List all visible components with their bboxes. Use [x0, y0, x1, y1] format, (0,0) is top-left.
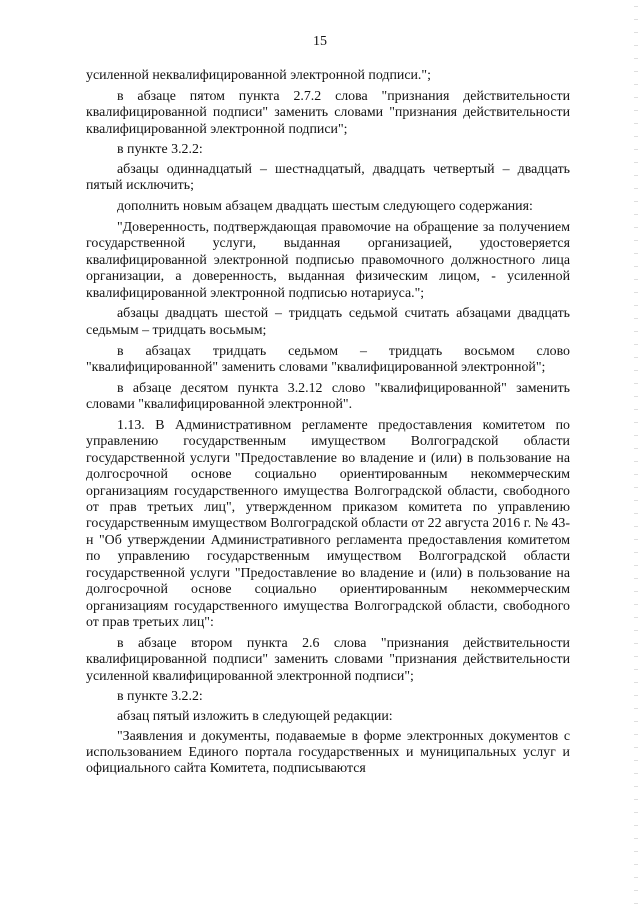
paragraph-10: 1.13. В Административном регламенте предоставления комитетом по управлению государственным имуществом Волгоградской области государственной услуги "Предоставление во владение и (или) в пользование на долгосрочной основе социально ориентированным некоммерческим организациям государственного имущества Волгоградской области, свободного от прав третьих лиц", утвержденном приказом комитета по управлению государственным имуществом Волгоградской области от 22 августа 2016 г. № 43-н "Об утверждении Административного регламента предоставления комитетом по управлению государственным имуществом Волгоградской области государственной услуги "Предоставление во владение и (или) в пользование на долгосрочной основе социально ориентированным некоммерческим организациям государственного имущества Волгоградской области, свободного от прав третьих лиц": — [86, 418, 570, 630]
paragraph-4: абзацы одиннадцатый – шестнадцатый, двадцать четвертый – двадцать пятый исключить; — [86, 162, 570, 194]
paragraph-5: дополнить новым абзацем двадцать шестым следующего содержания: — [117, 199, 533, 215]
paragraph-9: в абзаце десятом пункта 3.2.12 слово "квалифицированной" заменить словами "квалифицированной электронной". — [86, 380, 570, 413]
paragraph-11: в абзаце втором пункта 2.6 слова "признания действительности квалифицированной подписи" заменить словами "признания действительности усиленной квалифицированной электронной подписи"; — [86, 635, 570, 684]
paragraph-13: абзац пятый изложить в следующей редакции: — [117, 708, 393, 724]
scan-edge — [634, 0, 638, 905]
document-body — [86, 68, 570, 782]
paragraph-1: усиленной неквалифицированной электронной подписи."; — [86, 68, 431, 83]
paragraph-12: в пункте 3.2.2: — [117, 689, 203, 705]
paragraph-7: абзацы двадцать шестой – тридцать седьмой считать абзацами двадцать седьмым – тридцать восьмым; — [86, 306, 570, 338]
paragraph-3: в пункте 3.2.2: — [117, 142, 203, 158]
paragraph-6: "Доверенность, подтверждающая правомочие на обращение за получением государственной услуги, выданная организацией, удостоверяется квалифицированной электронной подписью правомочного должностного лица организации, а доверенность, выданная физическим лицом, - усиленной квалифицированной электронной подписью нотариуса."; — [86, 220, 570, 301]
paragraph-2: в абзаце пятом пункта 2.7.2 слова "признания действительности квалифицированной подписи" заменить словами "признания действительности квалифицированной электронной подписи"; — [86, 88, 570, 137]
paragraph-14: "Заявления и документы, подаваемые в форме электронных документов с использованием Единого портала государственных и муниципальных услуг и официального сайта Комитета, подписываются — [86, 728, 570, 777]
page-number: 15 — [313, 34, 327, 49]
paragraph-8: в абзацах тридцать седьмом – тридцать восьмом слово "квалифицированной" заменить словами "квалифицированной электронной"; — [86, 343, 570, 376]
